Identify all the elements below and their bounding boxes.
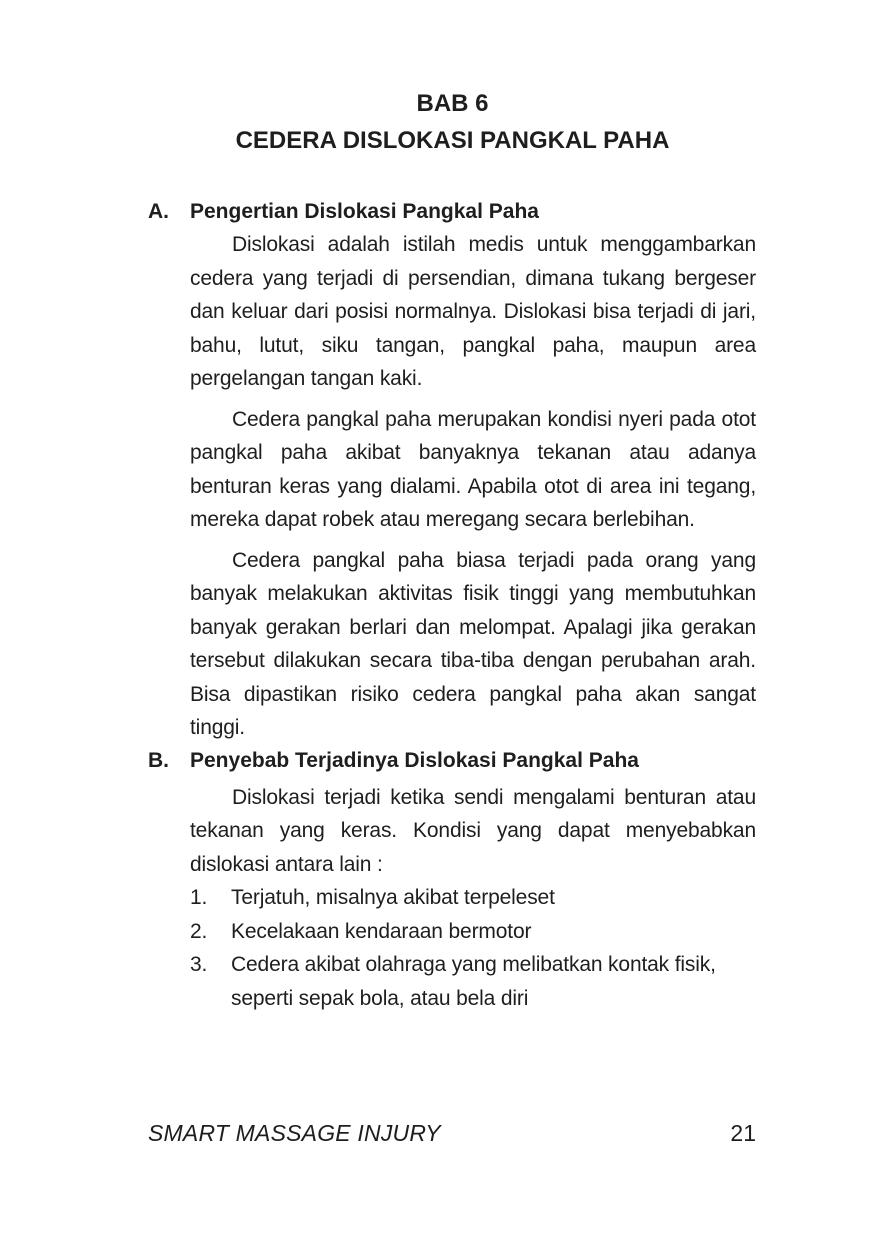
- section-title: Penyebab Terjadinya Dislokasi Pangkal Paha: [190, 748, 639, 772]
- chapter-header: [0, 86, 875, 160]
- paragraph: Cedera pangkal paha merupakan kondisi nyeri pada otot pangkal paha akibat banyaknya tekanan atau adanya benturan keras yang dialami. Apabila otot di area ini tegang, mereka dapat robek atau meregang secara berlebihan.: [190, 407, 756, 531]
- paragraph: Dislokasi terjadi ketika sendi mengalami benturan atau tekanan yang keras. Kondisi yang dapat menyebabkan dislokasi antara lain :: [190, 785, 756, 876]
- section-title: Pengertian Dislokasi Pangkal Paha: [190, 200, 539, 223]
- page-footer: [148, 1120, 756, 1147]
- section-letter: A.: [148, 200, 169, 223]
- list-text: Cedera akibat olahraga yang melibatkan kontak fisik, seperti sepak bola, atau bela diri: [231, 953, 716, 1010]
- section-a-heading: [148, 196, 756, 228]
- list-number: 1.: [190, 886, 208, 909]
- running-book-title: SMART MASSAGE INJURY: [148, 1120, 441, 1146]
- list-item: [190, 881, 756, 915]
- list-text: Terjatuh, misalnya akibat terpeleset: [231, 886, 555, 909]
- paragraph: Dislokasi adalah istilah medis untuk menggambarkan cedera yang terjadi di persendian, dimana tukang bergeser dan keluar dari posisi normalnya. Dislokasi bisa terjadi di jari, bahu, lutut, siku tangan, pangkal paha, maupun area pergelangan tangan kaki.: [190, 233, 756, 390]
- section-b-heading: [148, 745, 756, 777]
- section-letter: B.: [148, 748, 169, 772]
- cause-list: [190, 881, 756, 1015]
- list-item: [190, 915, 756, 949]
- list-number: 3.: [190, 953, 208, 976]
- chapter-number: BAB 6: [416, 90, 489, 117]
- list-number: 2.: [190, 919, 208, 943]
- paragraph: Cedera pangkal paha biasa terjadi pada orang yang banyak melakukan aktivitas fisik tinggi yang membutuhkan banyak gerakan berlari dan melompat. Apalagi jika gerakan tersebut dilakukan secara tiba-tiba dengan perubahan arah. Bisa dipastikan risiko cedera pangkal paha akan sangat tinggi.: [190, 548, 756, 739]
- chapter-title: CEDERA DISLOKASI PANGKAL PAHA: [235, 127, 670, 154]
- page-number: 21: [730, 1120, 756, 1146]
- list-item: [190, 948, 756, 1015]
- chapter-content: [148, 196, 756, 1015]
- list-text: Kecelakaan kendaraan bermotor: [231, 919, 532, 943]
